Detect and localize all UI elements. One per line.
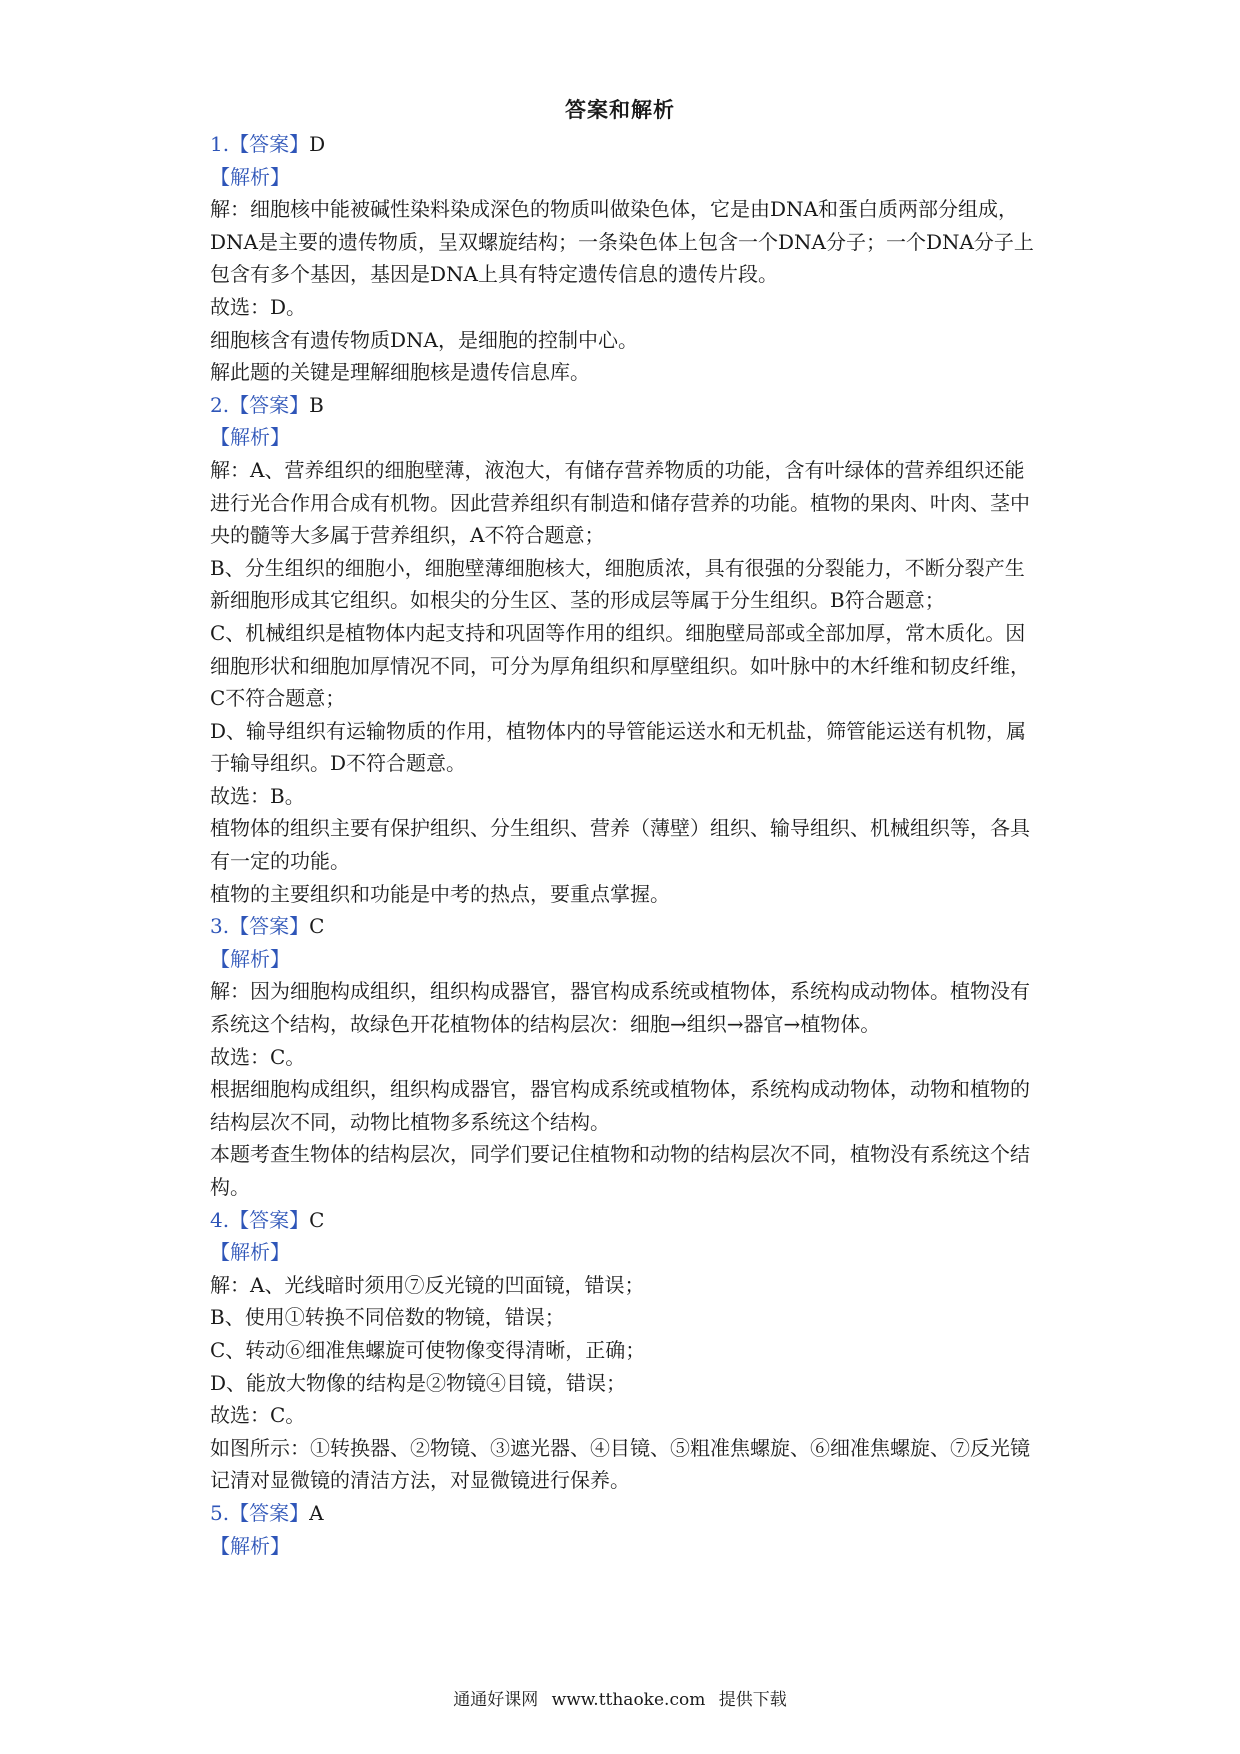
answer-value: B <box>309 392 324 417</box>
footer-site-name: 通通好课网 <box>453 1690 539 1710</box>
analysis-tag: 【解析】 <box>210 1240 290 1265</box>
answer-value: A <box>309 1500 324 1525</box>
analysis-paragraph: 记清对显微镜的清洁方法，对显微镜进行保养。 <box>210 1468 630 1493</box>
page-footer <box>0 1685 1240 1710</box>
answer-tag: 【答案】 <box>229 392 310 417</box>
analysis-paragraph: 故选：C。 <box>210 1403 306 1428</box>
answer-line-q5 <box>210 1497 1040 1530</box>
answer-value: C <box>309 1207 325 1232</box>
answer-line-q1 <box>210 128 1040 161</box>
analysis-tag: 【解析】 <box>210 946 290 971</box>
analysis-paragraph: D、输导组织有运输物质的作用，植物体内的导管能运送水和无机盐，筛管能运送有机物，属于输导组织。D不符合题意。 <box>210 718 1027 776</box>
footer-url[interactable]: www.tthaoke.com <box>551 1690 706 1710</box>
analysis-paragraph: C、机械组织是植物体内起支持和巩固等作用的组织。细胞壁局部或全部加厚，常木质化。因细胞形状和细胞加厚情况不同，可分为厚角组织和厚壁组织。如叶脉中的木纤维和韧皮纤维，C不符合题意； <box>210 620 1030 711</box>
answer-value: C <box>309 914 325 939</box>
footer-tagline: 提供下载 <box>718 1690 787 1710</box>
answer-tag: 【答案】 <box>229 1207 310 1232</box>
analysis-paragraph: 植物的主要组织和功能是中考的热点，要重点掌握。 <box>210 881 670 906</box>
analysis-paragraph: 故选：D。 <box>210 294 307 319</box>
analysis-paragraph: 解：因为细胞构成组织，组织构成器官，器官构成系统或植物体，系统构成动物体。植物没有系统这个结构，故绿色开花植物体的结构层次：细胞→组织→器官→植物体。 <box>210 979 1030 1037</box>
answer-content <box>210 128 1040 1562</box>
analysis-paragraph: 故选：C。 <box>210 1044 306 1069</box>
page-title: 答案和解析 <box>565 97 675 122</box>
analysis-paragraph: B、分生组织的细胞小，细胞壁薄细胞核大，细胞质浓，具有很强的分裂能力，不断分裂产生新细胞形成其它组织。如根尖的分生区、茎的形成层等属于分生组织。B符合题意； <box>210 555 1025 613</box>
analysis-paragraph: 植物体的组织主要有保护组织、分生组织、营养（薄壁）组织、输导组织、机械组织等，各具有一定的功能。 <box>210 816 1030 874</box>
analysis-tag: 【解析】 <box>210 164 290 189</box>
analysis-paragraph: 解此题的关键是理解细胞核是遗传信息库。 <box>210 360 590 385</box>
analysis-paragraph: C、转动⑥细准焦螺旋可使物像变得清晰，正确； <box>210 1337 646 1362</box>
analysis-paragraph: 细胞核含有遗传物质DNA，是细胞的控制中心。 <box>210 327 638 352</box>
question-number: 3. <box>210 914 230 939</box>
analysis-paragraph: 本题考查生物体的结构层次，同学们要记住植物和动物的结构层次不同，植物没有系统这个结构。 <box>210 1142 1030 1199</box>
analysis-paragraph: 解：A、营养组织的细胞壁薄，液泡大，有储存营养物质的功能，含有叶绿体的营养组织还能进行光合作用合成有机物。因此营养组织有制造和储存营养的功能。植物的果肉、叶肉、茎中央的髓等大多属于营养组织，A不符合题意； <box>210 457 1030 548</box>
analysis-paragraph: D、能放大物像的结构是②物镜④目镜，错误； <box>210 1370 627 1395</box>
analysis-paragraph: 解：A、光线暗时须用⑦反光镜的凹面镜，错误； <box>210 1272 645 1297</box>
analysis-paragraph: 解：细胞核中能被碱性染料染成深色的物质叫做染色体，它是由DNA和蛋白质两部分组成，DNA是主要的遗传物质，呈双螺旋结构；一条染色体上包含一个DNA分子；一个DNA分子上包含有多个基因，基因是DNA上具有特定遗传信息的遗传片段。 <box>210 197 1034 287</box>
question-number: 5. <box>210 1500 230 1525</box>
answer-line-q4 <box>210 1204 1040 1237</box>
answer-value: D <box>309 132 326 156</box>
answer-line-q2 <box>210 389 1040 422</box>
question-number: 1. <box>210 132 230 156</box>
analysis-paragraph: 根据细胞构成组织，组织构成器官，器官构成系统或植物体，系统构成动物体，动物和植物的结构层次不同，动物比植物多系统这个结构。 <box>210 1077 1030 1134</box>
analysis-tag: 【解析】 <box>210 1533 290 1558</box>
question-number: 4. <box>210 1207 230 1232</box>
analysis-paragraph: 故选：B。 <box>210 783 305 808</box>
answer-line-q3 <box>210 910 1040 943</box>
question-number: 2. <box>210 392 230 417</box>
analysis-tag: 【解析】 <box>210 425 290 450</box>
analysis-paragraph: 如图所示：①转换器、②物镜、③遮光器、④目镜、⑤粗准焦螺旋、⑥细准焦螺旋、⑦反光镜 <box>210 1435 1030 1460</box>
answer-tag: 【答案】 <box>229 132 310 156</box>
answer-tag: 【答案】 <box>229 914 310 939</box>
analysis-paragraph: B、使用①转换不同倍数的物镜，错误； <box>210 1305 565 1330</box>
answer-tag: 【答案】 <box>229 1500 310 1525</box>
